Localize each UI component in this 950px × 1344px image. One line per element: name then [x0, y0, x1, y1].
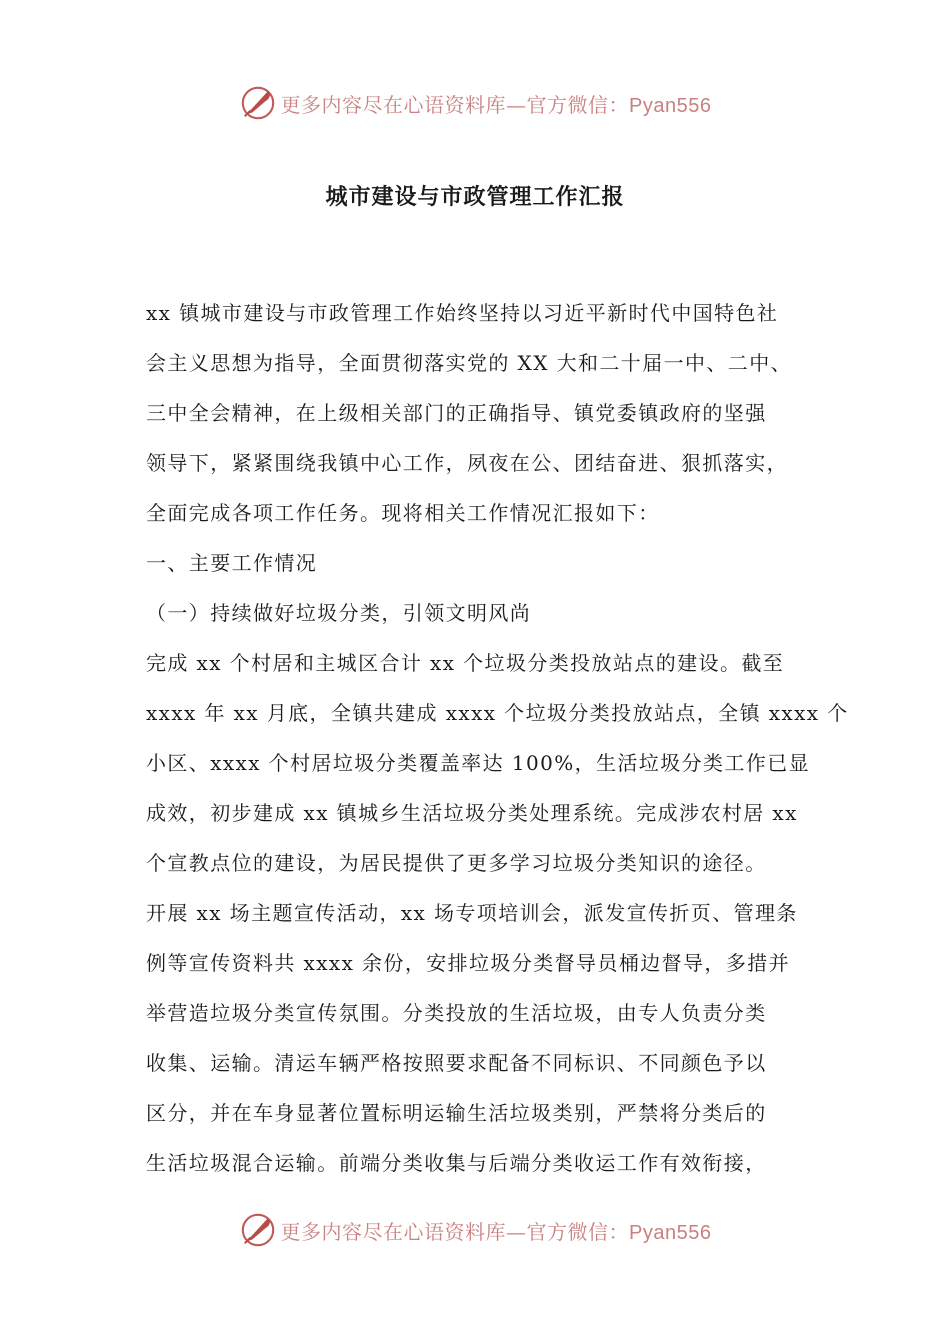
text-line: 收集、运输。清运车辆严格按照要求配备不同标识、不同颜色予以	[146, 1051, 767, 1075]
text-line: 全面完成各项工作任务。现将相关工作情况汇报如下：	[146, 501, 660, 525]
text-line: 会主义思想为指导，全面贯彻落实党的 XX 大和二十届一中、二中、	[146, 351, 792, 375]
text-line: （一）持续做好垃圾分类，引领文明风尚	[146, 601, 532, 625]
text-line: 完成 xx 个村居和主城区合计 xx 个垃圾分类投放站点的建设。截至	[146, 651, 785, 675]
footer-banner	[0, 1210, 950, 1250]
text-line: 开展 xx 场主题宣传活动，xx 场专项培训会，派发宣传折页、管理条	[146, 901, 798, 925]
text-line: xxxx 年 xx 月底，全镇共建成 xxxx 个垃圾分类投放站点，全镇 xxxx 个	[146, 701, 849, 725]
text-line: 三中全会精神，在上级相关部门的正确指导、镇党委镇政府的坚强	[146, 401, 767, 425]
text-line: xx 镇城市建设与市政管理工作始终坚持以习近平新时代中国特色社	[146, 301, 779, 325]
text-line: 区分，并在车身显著位置标明运输生活垃圾类别，严禁将分类后的	[146, 1101, 767, 1125]
text-line: 成效，初步建成 xx 镇城乡生活垃圾分类处理系统。完成涉农村居 xx	[146, 801, 798, 825]
wechat-id: Pyan556	[629, 94, 712, 117]
banner-text: 更多内容尽在心语资料库—官方微信：Pyan556	[280, 92, 712, 117]
text-line: 个宣教点位的建设，为居民提供了更多学习垃圾分类知识的途径。	[146, 851, 767, 875]
quill-pen-logo-icon	[239, 84, 277, 122]
text-line: 一、主要工作情况	[146, 551, 318, 575]
banner-text: 更多内容尽在心语资料库—官方微信：Pyan556	[280, 1219, 712, 1244]
text-line: 生活垃圾混合运输。前端分类收集与后端分类收运工作有效衔接，	[146, 1151, 767, 1175]
document-body	[146, 288, 849, 1188]
quill-pen-logo-icon	[239, 1211, 277, 1249]
text-line: 举营造垃圾分类宣传氛围。分类投放的生活垃圾，由专人负责分类	[146, 1001, 767, 1025]
text-line: 小区、xxxx 个村居垃圾分类覆盖率达 100%，生活垃圾分类工作已显	[146, 751, 811, 775]
text-line: 例等宣传资料共 xxxx 余份，安排垃圾分类督导员桶边督导，多措并	[146, 951, 791, 975]
wechat-id: Pyan556	[629, 1221, 712, 1244]
text-line: 领导下，紧紧围绕我镇中心工作，夙夜在公、团结奋进、狠抓落实，	[146, 451, 788, 475]
header-banner	[0, 83, 950, 123]
document-title: 城市建设与市政管理工作汇报	[325, 184, 625, 210]
